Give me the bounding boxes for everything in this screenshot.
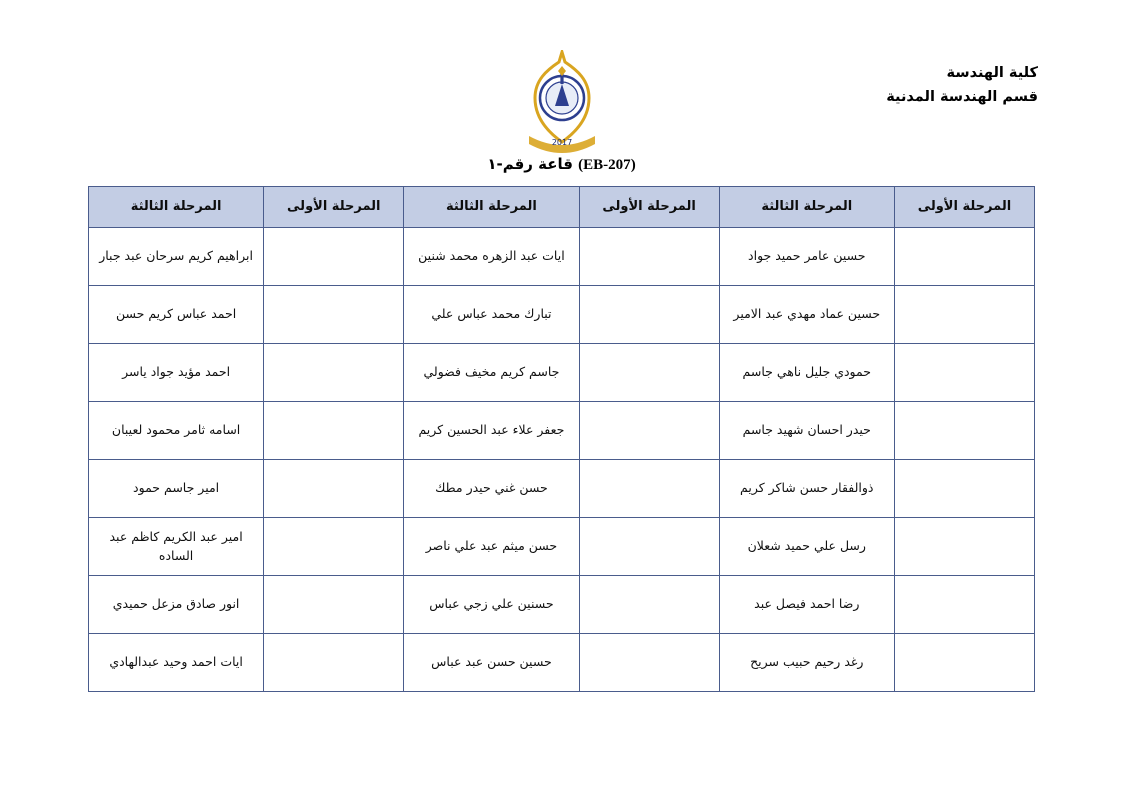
column-header-stage1-c: المرحلة الأولى — [264, 187, 404, 228]
faculty-name: كلية الهندسة — [946, 65, 1038, 81]
cell-stage3-c: احمد مؤيد جواد ياسر — [89, 344, 264, 402]
cell-stage3-a: حمودي جليل ناهي جاسم — [719, 344, 894, 402]
column-header-stage3-a: المرحلة الثالثة — [719, 187, 894, 228]
hall-title — [0, 155, 1123, 174]
cell-stage3-b: جاسم كريم مخيف فضولي — [404, 344, 579, 402]
cell-stage3-c: انور صادق مزعل حميدي — [89, 576, 264, 634]
column-header-stage1-a: المرحلة الأولى — [894, 187, 1034, 228]
cell-stage1-a — [894, 286, 1034, 344]
cell-stage3-a: رضا احمد فيصل عبد — [719, 576, 894, 634]
cell-stage1-a — [894, 576, 1034, 634]
cell-stage1-a — [894, 402, 1034, 460]
university-of-anbar-logo — [519, 50, 605, 156]
department-name: قسم الهندسة المدنية — [886, 88, 1038, 105]
document-header — [0, 56, 1123, 156]
cell-stage1-b — [579, 518, 719, 576]
cell-stage3-b: حسنين علي زجي عباس — [404, 576, 579, 634]
cell-stage1-a — [894, 228, 1034, 286]
cell-stage3-b: جعفر علاء عبد الحسين كريم — [404, 402, 579, 460]
cell-stage3-a: حسين عماد مهدي عبد الامير — [719, 286, 894, 344]
cell-stage3-b: حسن غني حيدر مطك — [404, 460, 579, 518]
hall-label: قاعة رقم-١ — [487, 155, 573, 173]
column-header-stage1-b: المرحلة الأولى — [579, 187, 719, 228]
cell-stage3-c: امير جاسم حمود — [89, 460, 264, 518]
table-row — [89, 576, 1035, 634]
cell-stage3-b: ايات عبد الزهره محمد شنين — [404, 228, 579, 286]
cell-stage3-a: ذوالفقار حسن شاكر كريم — [719, 460, 894, 518]
cell-stage1-c — [264, 576, 404, 634]
cell-stage3-c: اسامه ثامر محمود لعيبان — [89, 402, 264, 460]
cell-stage1-b — [579, 460, 719, 518]
table-row — [89, 286, 1035, 344]
column-header-stage3-b: المرحلة الثالثة — [404, 187, 579, 228]
cell-stage1-c — [264, 286, 404, 344]
cell-stage1-a — [894, 518, 1034, 576]
roster-table-container — [88, 186, 1035, 692]
cell-stage1-b — [579, 402, 719, 460]
cell-stage3-a: حسين عامر حميد جواد — [719, 228, 894, 286]
cell-stage3-b: تبارك محمد عباس علي — [404, 286, 579, 344]
cell-stage1-a — [894, 460, 1034, 518]
cell-stage1-c — [264, 518, 404, 576]
table-row — [89, 344, 1035, 402]
cell-stage1-b — [579, 228, 719, 286]
cell-stage3-a: حيدر احسان شهيد جاسم — [719, 402, 894, 460]
cell-stage1-b — [579, 634, 719, 692]
cell-stage3-a: رسل علي حميد شعلان — [719, 518, 894, 576]
cell-stage1-c — [264, 344, 404, 402]
cell-stage1-c — [264, 634, 404, 692]
cell-stage3-c: امير عبد الكريم كاظم عبد الساده — [89, 518, 264, 576]
table-header-row — [89, 187, 1035, 228]
cell-stage3-b: حسن ميثم عبد علي ناصر — [404, 518, 579, 576]
hall-code: (EB-207) — [578, 157, 636, 173]
cell-stage3-c: احمد عباس كريم حسن — [89, 286, 264, 344]
table-row — [89, 634, 1035, 692]
cell-stage1-a — [894, 344, 1034, 402]
svg-text:2017: 2017 — [551, 138, 572, 147]
roster-table — [88, 186, 1035, 692]
cell-stage1-c — [264, 460, 404, 518]
cell-stage1-b — [579, 576, 719, 634]
table-row — [89, 228, 1035, 286]
cell-stage1-c — [264, 402, 404, 460]
cell-stage3-c: ايات احمد وحيد عبدالهادي — [89, 634, 264, 692]
table-row — [89, 518, 1035, 576]
cell-stage1-b — [579, 344, 719, 402]
cell-stage3-c: ابراهيم كريم سرحان عبد جبار — [89, 228, 264, 286]
cell-stage3-b: حسين حسن عبد عباس — [404, 634, 579, 692]
column-header-stage3-c: المرحلة الثالثة — [89, 187, 264, 228]
cell-stage1-c — [264, 228, 404, 286]
table-row — [89, 402, 1035, 460]
cell-stage3-a: رغد رحيم حبيب سريح — [719, 634, 894, 692]
faculty-block — [886, 62, 1038, 110]
cell-stage1-b — [579, 286, 719, 344]
cell-stage1-a — [894, 634, 1034, 692]
table-row — [89, 460, 1035, 518]
